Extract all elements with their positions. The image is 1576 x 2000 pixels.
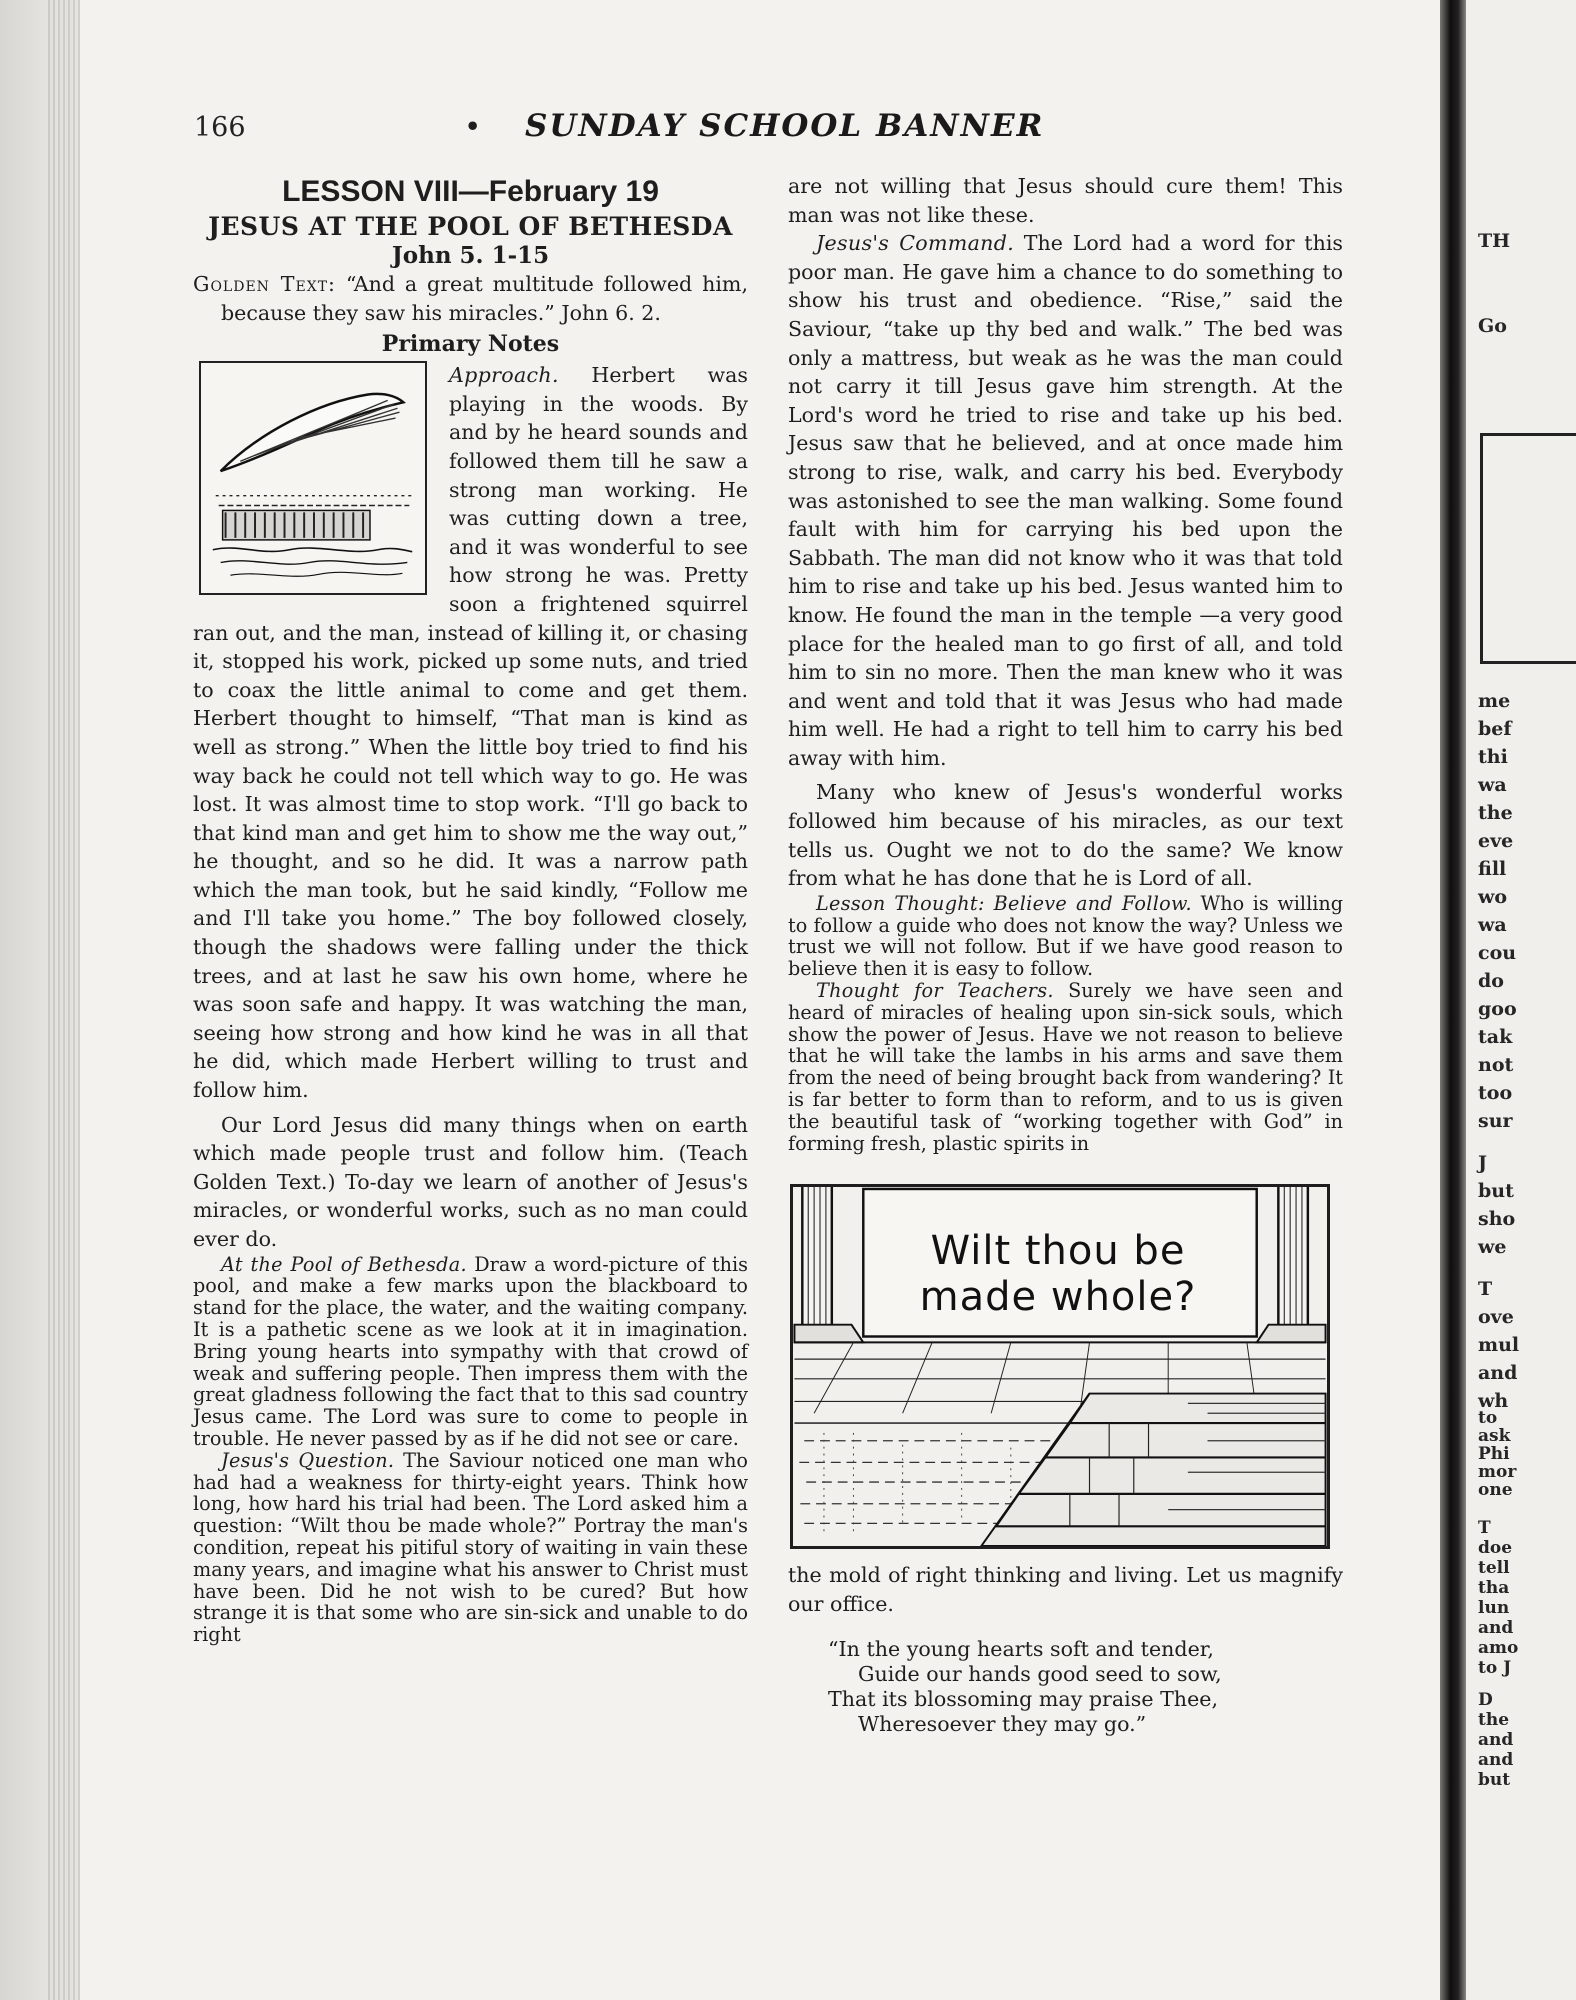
next-page-fragment-text: and <box>1478 1618 1514 1638</box>
lesson-thought-paragraph <box>788 893 1343 980</box>
golden-text-body: “And a great multitude followed him, because they saw his miracles.” John 6. 2. <box>221 272 749 325</box>
next-page-fragment-text: mor <box>1478 1462 1517 1482</box>
next-page-fragment-text: sur <box>1478 1110 1513 1132</box>
book-gutter <box>1440 0 1466 2000</box>
our-lord-paragraph: Our Lord Jesus did many things when on earth which made people trust and follow him. (Teach Golden Text.) To-day we learn of another of Jesus's miracles, or wonderful works, such as no man could ever do. <box>193 1112 748 1251</box>
next-page-fragment-text: cou <box>1478 942 1517 964</box>
next-page-fragment-text: lun <box>1478 1598 1510 1618</box>
next-page-fragment-text: J <box>1478 1152 1487 1174</box>
poem-line-3: That its blossoming may praise Thee, <box>828 1686 1218 1711</box>
question-text: The Saviour noticed one man who had had a weakness for thirty-eight years. Think how long, how hard his trial had been. The Lord asked him a question: “Wilt thou be made whole?” Portray the man's condition, repeat his pitiful story of waiting in vain these many years, and imagine what his answer to Christ must have been. Did he not wish to be cured? But how strange it is that some who are sin-sick and unable to do right <box>193 1448 748 1647</box>
question-paragraph <box>193 1450 748 1646</box>
next-page-fragment-text: amo <box>1478 1638 1519 1658</box>
next-page-fragment-text: fill <box>1478 858 1507 880</box>
next-page-fragment-text: ove <box>1478 1306 1514 1328</box>
next-page-fragment-text: tak <box>1478 1026 1513 1048</box>
next-page-fragment-text: wa <box>1478 774 1507 796</box>
wing-drawing <box>201 363 425 593</box>
section-heading: Primary Notes <box>381 331 560 358</box>
next-page-fragment-text: to <box>1478 1408 1498 1428</box>
next-page-fragment-text: tha <box>1478 1578 1510 1598</box>
next-page-fragment-text: not <box>1478 1054 1514 1076</box>
next-page-fragment-text: we <box>1478 1236 1507 1258</box>
next-page-fragment-text: thi <box>1478 746 1508 768</box>
next-page-fragment-text: wh <box>1478 1390 1509 1412</box>
next-page-fragment-text: doe <box>1478 1538 1513 1558</box>
sign-line-1: Wilt thou be <box>930 1228 1186 1275</box>
next-page-fragment-text: ask <box>1478 1426 1511 1446</box>
next-page-fragment-text: and <box>1478 1730 1514 1750</box>
golden-text <box>193 270 748 327</box>
next-page-fragment-text: wo <box>1478 886 1508 908</box>
command-paragraph <box>788 229 1343 772</box>
next-page-fragment-text: goo <box>1478 998 1517 1020</box>
lesson-title: LESSON VIII—February 19 <box>282 175 659 208</box>
header-ornament: • <box>465 112 481 141</box>
pool-text: Draw a word-picture of this pool, and make a few marks upon the blackboard to stand for the place, the water, and the waiting company. It is a pathetic scene as we look at it in imagination. Bring young hearts into sympathy with that crowd of weak and suffering people. Then impress them with the great gladness following the fact that to this sad country Jesus came. The Lord was sure to come to people in trouble. He never passed by as if he did not see or care. <box>193 1252 748 1450</box>
teachers-paragraph <box>788 980 1343 1154</box>
next-page-fragment-text: tell <box>1478 1558 1510 1578</box>
publication-title: SUNDAY SCHOOL BANNER <box>525 108 1045 144</box>
many-paragraph: Many who knew of Jesus's wonderful works followed him because of his miracles, as our text tells us. Ought we not to do the same? We know from what he has done that he is Lord of all. <box>788 780 1343 891</box>
page-number: 166 <box>194 112 246 143</box>
lesson-thought-text: Who is willing to follow a guide who does not know the way? Unless we trust we will not follow. But if we have good reason to believe then it is easy to follow. <box>788 891 1343 981</box>
next-page-fragment-text: but <box>1478 1770 1511 1790</box>
next-page-fragment-text: to J <box>1478 1658 1512 1678</box>
approach-text: Herbert was playing in the woods. By and by he heard sounds and followed them till he saw a strong man working. He was cutting down a tree, and it was wonderful to see how strong he was. Pretty soon a frightened squirrel ran out, and the man, instead of killing it, or chasing it, stopped his work, picked up some nuts, and tried to coax the little animal to come and get them. Herbert thought to himself, “That man is kind as well as strong.” When the little boy tried to find his way back he could not tell which way to go. He was lost. It was almost time to stop work. “I'll go back to that kind man and get him to show me the way out,” he thought, and so he did. It was a narrow path which the man took, but he said kindly, “Follow me and I'll take you home.” The boy followed closely, though the shadows were falling under the thick trees, and at last he saw his own home, where he was soon safe and happy. It was watching the man, seeing how strong and how kind he was in all that he did, which made Herbert willing to trust and follow him. <box>193 363 748 1103</box>
next-page-fragment-text: TH <box>1478 230 1511 252</box>
poem <box>788 1637 1343 1737</box>
next-page-fragment <box>1466 0 1576 2000</box>
question-label: Jesus's Question. <box>221 1448 395 1472</box>
pool-label: At the Pool of Bethesda. <box>221 1252 467 1276</box>
page-edges <box>48 0 80 2000</box>
next-page-fragment-text: the <box>1478 1710 1510 1730</box>
next-page-fragment-text: wa <box>1478 914 1507 936</box>
golden-label: Golden Text: <box>193 272 336 296</box>
poem-line-4: Wheresoever they may go.” <box>858 1711 1147 1736</box>
command-label: Jesus's Command. <box>816 231 1015 256</box>
pool-sign <box>883 1199 1233 1349</box>
next-page-fragment-text: Phi <box>1478 1444 1510 1464</box>
next-page-fragment-text: sho <box>1478 1208 1516 1230</box>
after-figure-paragraph: the mold of right thinking and living. Let us magnify our office. <box>788 1563 1343 1616</box>
left-column <box>193 172 748 1646</box>
next-page-fragment-text: mul <box>1478 1334 1520 1356</box>
continuation-paragraph: are not willing that Jesus should cure them! This man was not like these. <box>788 174 1343 227</box>
next-page-fragment-text: eve <box>1478 830 1514 852</box>
next-page-fragment-text: do <box>1478 970 1504 992</box>
poem-line-2: Guide our hands good seed to sow, <box>858 1661 1222 1686</box>
sign-line-2: made whole? <box>919 1274 1197 1321</box>
right-column <box>788 172 1343 1737</box>
next-page-fragment-text: the <box>1478 802 1513 824</box>
next-page-fragment-text: too <box>1478 1082 1513 1104</box>
command-text: The Lord had a word for this poor man. He gave him a chance to do something to show his trust and obedience. “Rise,” said the Saviour, “take up thy bed and walk.” The bed was only a mattress, but weak as he was the man could not carry it till Jesus gave him strength. At the Lord's word he tried to rise and take up his bed. Jesus saw that he believed, and at once made him strong to rise, walk, and carry his bed. Everybody was astonished to see the man walking. Some found fault with him for carrying his bed upon the Sabbath. The man did not know who it was that told him to rise and take up his bed. Jesus wanted him to know. He found the man in the temple —a very good place for the healed man to go first of all, and told him to sin no more. Then the man knew who it was and went and told that it was Jesus who had made him well. He had a right to tell him to carry his bed away with him. <box>788 231 1343 770</box>
approach-label: Approach. <box>449 363 559 388</box>
pool-illustration <box>790 1184 1330 1549</box>
next-page-fragment-text: me <box>1478 690 1511 712</box>
lesson-thought-label: Lesson Thought: Believe and Follow. <box>816 891 1192 915</box>
scripture-reference: John 5. 1-15 <box>391 242 550 269</box>
next-page-fragment-text: T <box>1478 1518 1491 1538</box>
next-page-fragment-text: Go <box>1478 315 1507 337</box>
poem-line-1: “In the young hearts soft and tender, <box>828 1636 1214 1661</box>
pool-paragraph <box>193 1254 748 1450</box>
teachers-label: Thought for Teachers. <box>816 979 1054 1003</box>
next-page-fragment-text: and <box>1478 1750 1514 1770</box>
teachers-text: Surely we have seen and heard of miracles of healing upon sin-sick souls, which show the power of Jesus. Have we not reason to believe that he will take the lambs in his arms and save them from the need of being brought back from wandering? It is far better to form than to reform, and to us is given the beautiful task of “working together with God” in forming fresh, plastic spirits in <box>788 979 1344 1155</box>
lesson-subject: JESUS AT THE POOL OF BETHESDA <box>208 212 733 241</box>
running-header <box>190 108 1350 148</box>
next-page-fragment-text: one <box>1478 1480 1513 1500</box>
next-page-figure-frame <box>1480 433 1576 664</box>
wing-illustration <box>199 361 427 595</box>
next-page-fragment-text: bef <box>1478 718 1512 740</box>
next-page-fragment-text: D <box>1478 1690 1493 1710</box>
next-page-fragment-text: T <box>1478 1278 1493 1300</box>
next-page-fragment-text: but <box>1478 1180 1514 1202</box>
next-page-fragment-text: and <box>1478 1362 1518 1384</box>
